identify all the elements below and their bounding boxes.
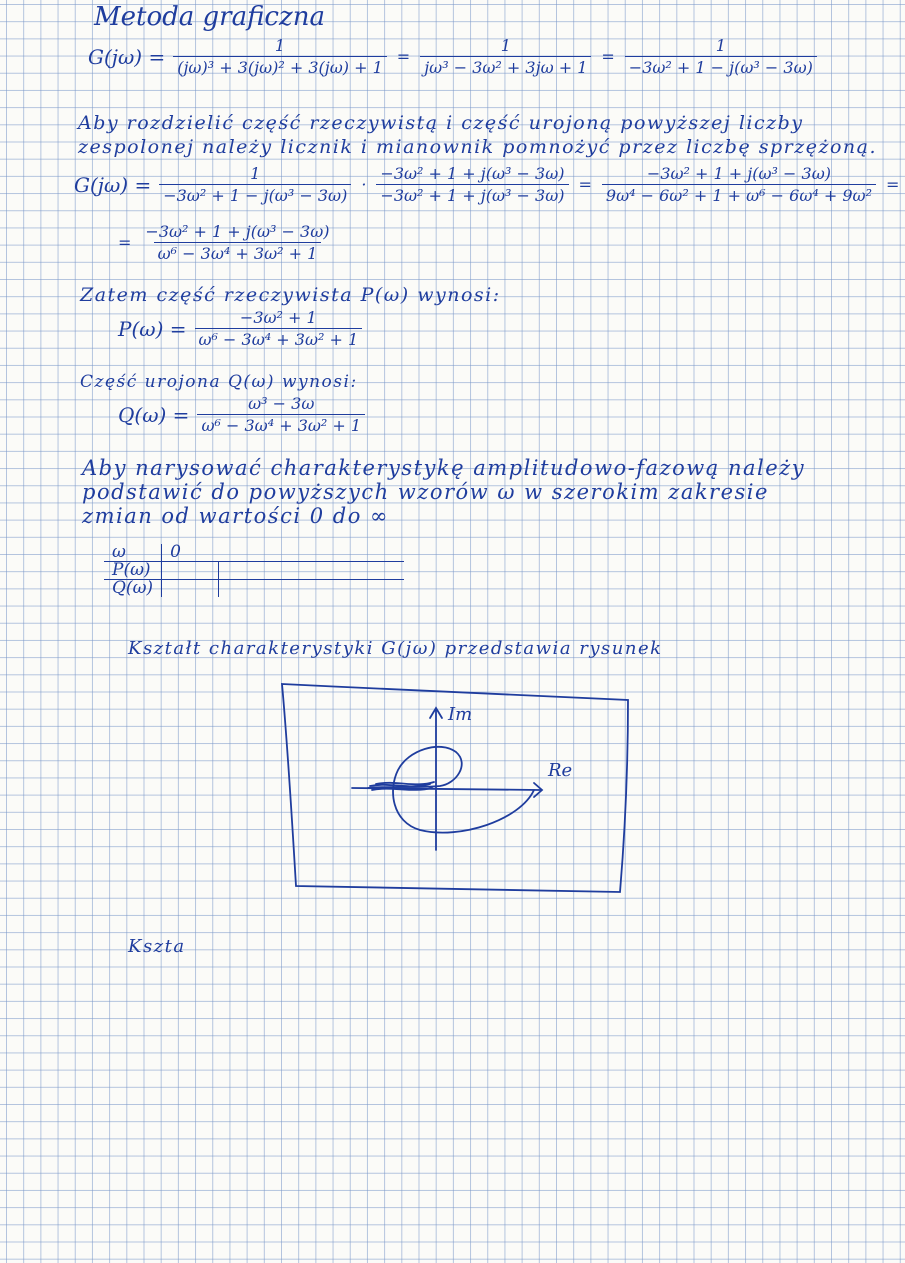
eq1-f2-denominator: jω³ − 3ω² + 3jω + 1 <box>420 56 591 77</box>
table-cell-q-label: Q(ω) <box>104 580 162 598</box>
eq1-equals-1: = <box>396 47 411 66</box>
eq2-lhs: G(jω) = <box>74 172 152 197</box>
eq-q-lhs: Q(ω) = <box>118 402 190 427</box>
eq1-f1-numerator: 1 <box>274 36 286 55</box>
eq2-f2-numerator: −3ω² + 1 + j(ω³ − 3ω) <box>380 164 565 183</box>
table-cell-omega-label: ω <box>104 544 162 562</box>
sketch-caption: Kształt charakterystyki G(jω) przedstawia rysunek <box>128 638 663 659</box>
eq2-f1-numerator: 1 <box>250 164 261 183</box>
eq1-lhs: G(jω) = <box>88 44 166 69</box>
real-part-intro: Zatem część rzeczywista P(ω) wynosi: <box>80 284 501 306</box>
paragraph-nyquist-line-2: podstawić do powyższych wzorów ω w szerokim zakresie <box>82 480 769 504</box>
eq2-f1-denominator: −3ω² + 1 − j(ω³ − 3ω) <box>159 184 351 205</box>
table-cell-omega-0: 0 <box>170 542 181 562</box>
table-cell-p-label: P(ω) <box>104 562 162 580</box>
eq-q-denominator: ω⁶ − 3ω⁴ + 3ω² + 1 <box>197 414 365 435</box>
eq2-f3-denominator: 9ω⁴ − 6ω² + 1 + ω⁶ − 6ω⁴ + 9ω² <box>602 184 876 205</box>
eq2-equals: = <box>578 175 592 194</box>
eq1-f3-denominator: −3ω² + 1 − j(ω³ − 3ω) <box>625 56 817 77</box>
eq-p-denominator: ω⁶ − 3ω⁴ + 3ω² + 1 <box>195 328 363 349</box>
eq2-dot: · <box>361 175 367 194</box>
eq1-f1-denominator: (jω)³ + 3(jω)² + 3(jω) + 1 <box>173 56 387 77</box>
eq2-trailing-equals: = <box>886 175 900 194</box>
page-title: Metoda graficzna <box>94 2 325 32</box>
axis-label-im: Im <box>448 704 473 725</box>
eq1-equals-2: = <box>601 47 615 66</box>
bottom-note: Kszta <box>128 936 186 957</box>
eq3-denominator: ω⁶ − 3ω⁴ + 3ω² + 1 <box>154 242 322 263</box>
eq2-f2-denominator: −3ω² + 1 + j(ω³ − 3ω) <box>376 184 568 205</box>
paragraph-nyquist-line-3: zmian od wartości 0 do ∞ <box>82 504 390 528</box>
paragraph-conjugate-line-2: zespolonej należy licznik i mianownik pomnożyć przez liczbę sprzężoną. <box>78 136 878 158</box>
paragraph-conjugate-line-1: Aby rozdzielić część rzeczywistą i część urojoną powyższej liczby <box>78 112 804 134</box>
eq-q-numerator: ω³ − 3ω <box>248 394 315 413</box>
axis-label-re: Re <box>548 760 573 781</box>
eq1-f2-numerator: 1 <box>500 36 511 55</box>
eq3-lead-equals: = <box>118 233 132 252</box>
eq-p-lhs: P(ω) = <box>118 316 187 341</box>
eq3-numerator: −3ω² + 1 + j(ω³ − 3ω) <box>145 222 330 241</box>
imag-part-intro: Część urojona Q(ω) wynosi: <box>80 372 358 392</box>
nyquist-curve-origin-scribble <box>370 782 434 790</box>
eq1-f3-numerator: 1 <box>715 36 726 55</box>
eq-p-numerator: −3ω² + 1 <box>239 308 317 327</box>
paragraph-nyquist-line-1: Aby narysować charakterystykę amplitudowo-fazową należy <box>82 456 806 480</box>
eq2-f3-numerator: −3ω² + 1 + j(ω³ − 3ω) <box>646 164 831 183</box>
